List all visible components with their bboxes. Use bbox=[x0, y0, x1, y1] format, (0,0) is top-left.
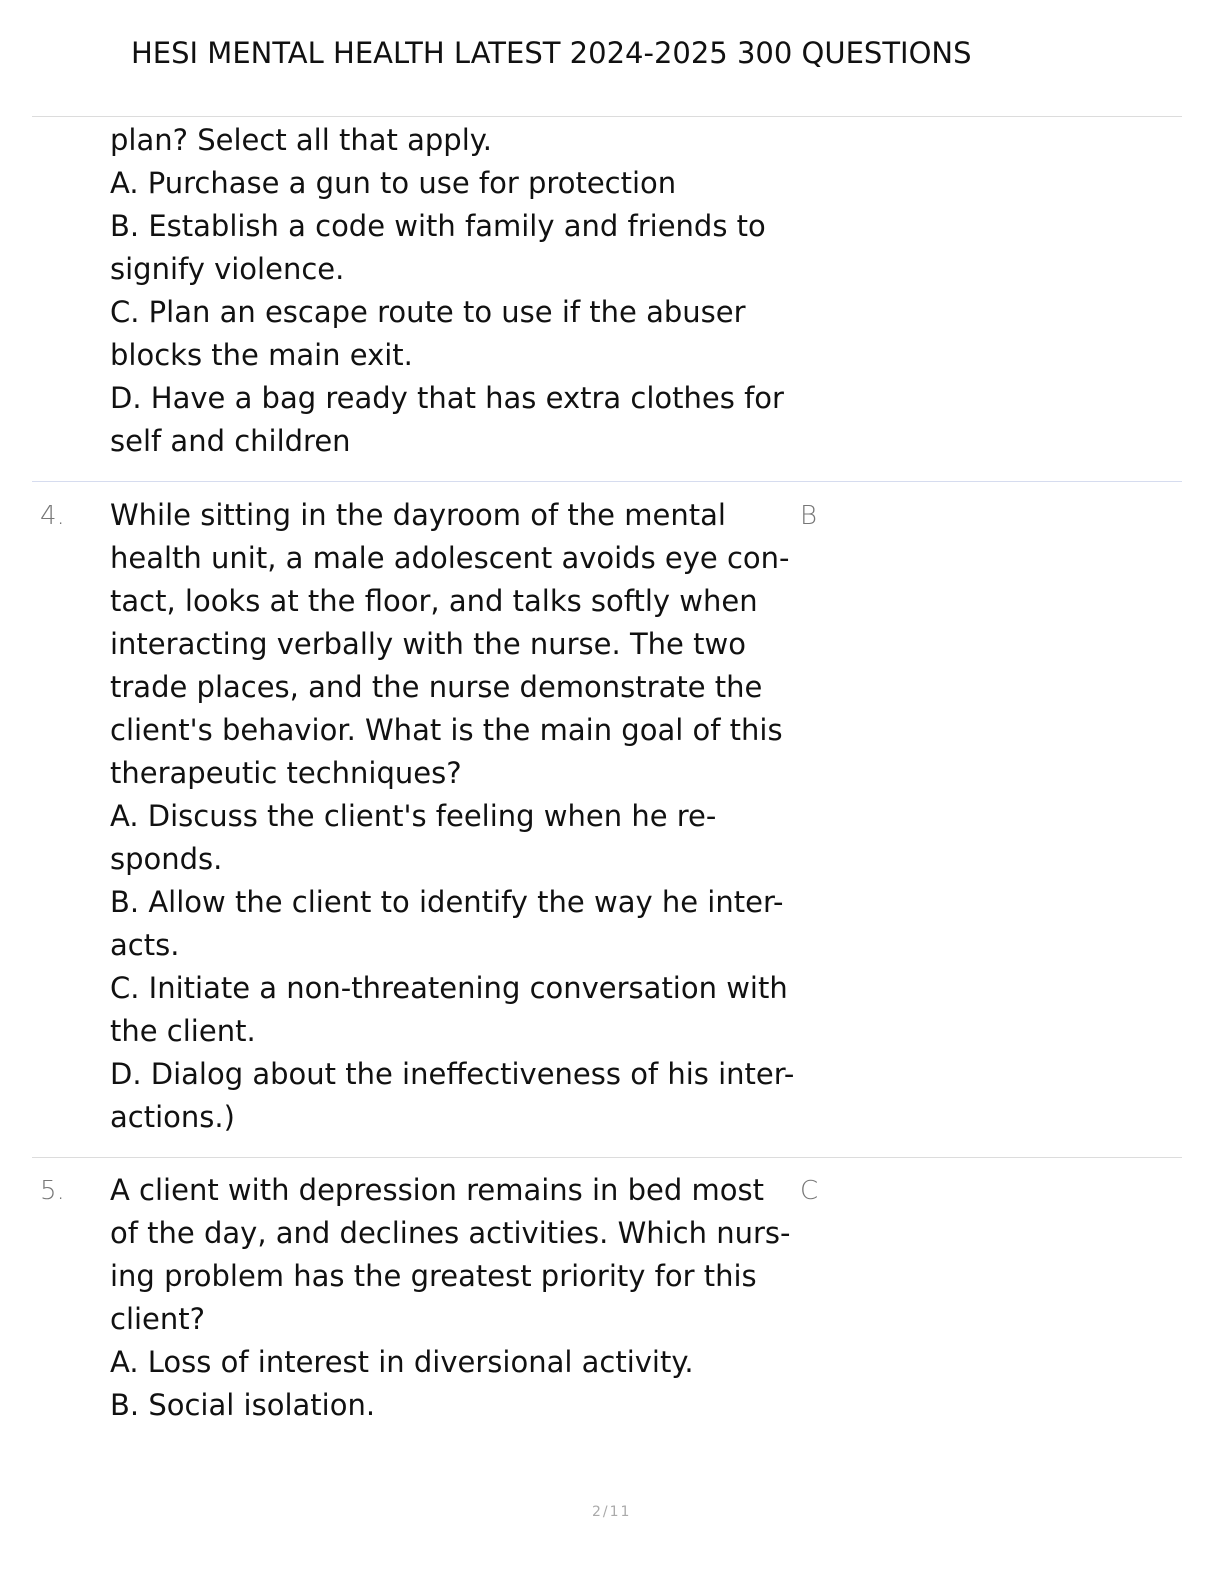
option-c-cont: blocks the main exit. bbox=[110, 338, 413, 372]
question-text-line: client's behavior. What is the main goal of this bbox=[110, 713, 783, 747]
option-a: A. Loss of interest in diversional activity. bbox=[110, 1345, 694, 1379]
option-b-cont: acts. bbox=[110, 928, 180, 962]
question-number: 4. bbox=[40, 501, 65, 531]
question-body bbox=[110, 1169, 800, 1427]
option-d-cont: self and children bbox=[110, 424, 351, 458]
question-number: 5. bbox=[40, 1176, 65, 1206]
option-b-cont: signify violence. bbox=[110, 252, 345, 286]
answer-key: C bbox=[800, 1176, 819, 1206]
question-text-line: trade places, and the nurse demonstrate the bbox=[110, 670, 763, 704]
question-divider bbox=[32, 481, 1182, 482]
header-divider bbox=[32, 116, 1182, 117]
option-b: B. Establish a code with family and friends to bbox=[110, 209, 766, 243]
question-divider bbox=[32, 1157, 1182, 1158]
option-a-cont: sponds. bbox=[110, 842, 223, 876]
question-text-line: health unit, a male adolescent avoids eye con- bbox=[110, 541, 790, 575]
question-text-line: therapeutic techniques? bbox=[110, 756, 462, 790]
question-text-line: ing problem has the greatest priority for this bbox=[110, 1259, 757, 1293]
page-number: 2/11 bbox=[592, 1504, 632, 1520]
question-text-line: While sitting in the dayroom of the mental bbox=[110, 498, 726, 532]
question-text-line: client? bbox=[110, 1302, 206, 1336]
document-title: HESI MENTAL HEALTH LATEST 2024-2025 300 QUESTIONS bbox=[131, 36, 972, 70]
question-body bbox=[110, 494, 800, 1139]
question-text-line: of the day, and declines activities. Which nurs- bbox=[110, 1216, 791, 1250]
option-b: B. Social isolation. bbox=[110, 1388, 376, 1422]
question-text-line: interacting verbally with the nurse. The two bbox=[110, 627, 746, 661]
option-d-cont: actions.) bbox=[110, 1100, 235, 1134]
question-3-continuation bbox=[110, 119, 800, 463]
answer-key: B bbox=[800, 501, 818, 531]
option-a: A. Discuss the client's feeling when he re- bbox=[110, 799, 717, 833]
option-a: A. Purchase a gun to use for protection bbox=[110, 166, 677, 200]
option-c-cont: the client. bbox=[110, 1014, 256, 1048]
question-text-line: A client with depression remains in bed most bbox=[110, 1173, 764, 1207]
option-c: C. Plan an escape route to use if the abuser bbox=[110, 295, 746, 329]
question-text-line: tact, looks at the floor, and talks softly when bbox=[110, 584, 758, 618]
option-c: C. Initiate a non-threatening conversation with bbox=[110, 971, 788, 1005]
option-d: D. Dialog about the ineffectiveness of his inter- bbox=[110, 1057, 795, 1091]
option-d: D. Have a bag ready that has extra clothes for bbox=[110, 381, 784, 415]
option-b: B. Allow the client to identify the way he inter- bbox=[110, 885, 784, 919]
question-text-line: plan? Select all that apply. bbox=[110, 123, 493, 157]
